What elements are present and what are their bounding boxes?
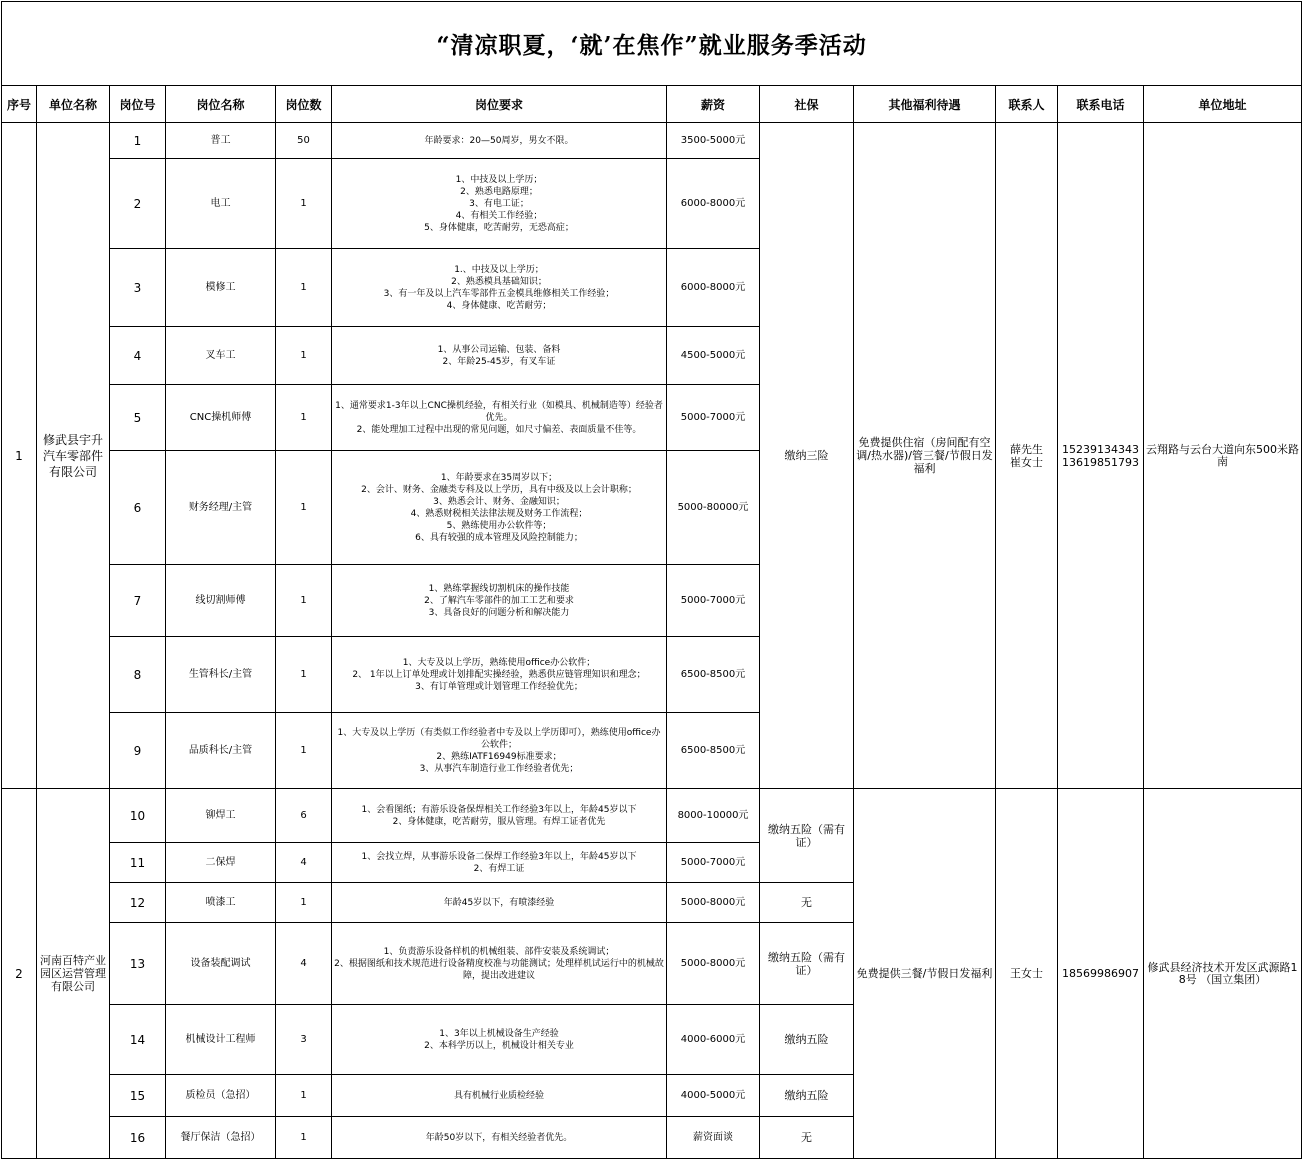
post-no: 15 xyxy=(110,1075,166,1117)
post-no: 13 xyxy=(110,923,166,1005)
post-requirements: 1.、中技及以上学历； 2、熟悉模具基础知识； 3、有一年及以上汽车零部件五金模具维修相关工作经验； 4、身体健康、吃苦耐劳； xyxy=(332,249,667,327)
post-requirements: 1、中技及以上学历； 2、熟悉电路原理； 3、有电工证； 4、有相关工作经验； 5、身体健康，吃苦耐劳，无恐高症； xyxy=(332,159,667,249)
post-salary: 6000-8000元 xyxy=(667,249,760,327)
post-no: 10 xyxy=(110,789,166,843)
post-no: 1 xyxy=(110,123,166,159)
post-requirements: 1、负责游乐设备样机的机械组装、部件安装及系统调试； 2、根据图纸和技术规范进行设备精度校准与功能测试；处理样机试运行中的机械故障，提出改进建议 xyxy=(332,923,667,1005)
post-salary: 5000-8000元 xyxy=(667,883,760,923)
company-insurance: 缴纳三险 xyxy=(760,123,854,789)
header-post-no: 岗位号 xyxy=(110,86,166,123)
post-name: 设备装配调试 xyxy=(166,923,276,1005)
post-name: 电工 xyxy=(166,159,276,249)
header-phone: 联系电话 xyxy=(1058,86,1144,123)
post-name: 线切割师傅 xyxy=(166,565,276,637)
header-seq: 序号 xyxy=(2,86,37,123)
post-requirements: 年龄45岁以下，有喷漆经验 xyxy=(332,883,667,923)
post-name: 机械设计工程师 xyxy=(166,1005,276,1075)
company-phone: 18569986907 xyxy=(1058,789,1144,1159)
post-name: 普工 xyxy=(166,123,276,159)
post-salary: 5000-7000元 xyxy=(667,385,760,451)
post-name: 品质科长/主管 xyxy=(166,713,276,789)
table-row xyxy=(2,123,1302,159)
post-insurance: 缴纳五险 xyxy=(760,1005,854,1075)
post-requirements: 1、会找立焊，从事游乐设备二保焊工作经验3年以上，年龄45岁以下 2、有焊工证 xyxy=(332,843,667,883)
post-salary: 3500-5000元 xyxy=(667,123,760,159)
post-name: 二保焊 xyxy=(166,843,276,883)
post-no: 4 xyxy=(110,327,166,385)
post-count: 4 xyxy=(276,923,332,1005)
post-salary: 5000-80000元 xyxy=(667,451,760,565)
company-seq: 2 xyxy=(2,789,37,1159)
post-insurance: 缴纳五险（需有证） xyxy=(760,923,854,1005)
post-no: 14 xyxy=(110,1005,166,1075)
post-name: 叉车工 xyxy=(166,327,276,385)
post-salary: 5000-8000元 xyxy=(667,923,760,1005)
header-company: 单位名称 xyxy=(37,86,110,123)
company-seq: 1 xyxy=(2,123,37,789)
post-name: 质检员（急招） xyxy=(166,1075,276,1117)
post-no: 2 xyxy=(110,159,166,249)
post-salary: 5000-7000元 xyxy=(667,565,760,637)
company-address: 云翔路与云台大道向东500米路南 xyxy=(1144,123,1302,789)
job-table xyxy=(1,1,1302,1159)
company-contact: 王女士 xyxy=(996,789,1058,1159)
post-insurance: 无 xyxy=(760,1117,854,1159)
post-count: 1 xyxy=(276,451,332,565)
post-count: 1 xyxy=(276,637,332,713)
post-name: 餐厅保洁（急招） xyxy=(166,1117,276,1159)
post-insurance: 缴纳五险（需有证） xyxy=(760,789,854,883)
post-requirements: 年龄50岁以下，有相关经验者优先。 xyxy=(332,1117,667,1159)
post-name: 铆焊工 xyxy=(166,789,276,843)
post-salary: 6500-8500元 xyxy=(667,637,760,713)
post-name: 生管科长/主管 xyxy=(166,637,276,713)
header-requirements: 岗位要求 xyxy=(332,86,667,123)
header-post-count: 岗位数 xyxy=(276,86,332,123)
table-row xyxy=(2,789,1302,843)
post-no: 5 xyxy=(110,385,166,451)
post-salary: 8000-10000元 xyxy=(667,789,760,843)
header-post-name: 岗位名称 xyxy=(166,86,276,123)
header-benefits: 其他福利待遇 xyxy=(854,86,996,123)
post-no: 9 xyxy=(110,713,166,789)
post-requirements: 1、大专及以上学历，熟练使用office办公软件； 2、 1年以上订单处理或计划排配实操经验，熟悉供应链管理知识和理念； 3、有订单管理或计划管理工作经验优先； xyxy=(332,637,667,713)
post-no: 11 xyxy=(110,843,166,883)
post-insurance: 无 xyxy=(760,883,854,923)
company-contact: 薛先生 崔女士 xyxy=(996,123,1058,789)
post-no: 3 xyxy=(110,249,166,327)
post-count: 1 xyxy=(276,565,332,637)
post-requirements: 年龄要求：20—50周岁，男女不限。 xyxy=(332,123,667,159)
post-no: 16 xyxy=(110,1117,166,1159)
post-salary: 6000-8000元 xyxy=(667,159,760,249)
post-requirements: 1、通常要求1-3年以上CNC操机经验，有相关行业（如模具、机械制造等）经验者优先。 2、能处理加工过程中出现的常见问题，如尺寸偏差、表面质量不佳等。 xyxy=(332,385,667,451)
post-count: 1 xyxy=(276,1117,332,1159)
post-no: 8 xyxy=(110,637,166,713)
post-requirements: 1、3年以上机械设备生产经验 2、本科学历以上，机械设计相关专业 xyxy=(332,1005,667,1075)
post-name: 喷漆工 xyxy=(166,883,276,923)
page-title: “清凉职夏，‘就’在焦作”就业服务季活动 xyxy=(2,2,1302,86)
post-count: 1 xyxy=(276,327,332,385)
post-requirements: 1、年龄要求在35周岁以下； 2、会计、财务、金融类专科及以上学历，具有中级及以上会计职称； 3、熟悉会计、财务、金融知识； 4、熟悉财税相关法律法规及财务工作流程； 5、熟练使用办公软件等； 6、具有较强的成本管理及风险控制能力； xyxy=(332,451,667,565)
table-header xyxy=(2,86,1302,123)
company-address: 修武县经济技术开发区武源路18号 （国立集团） xyxy=(1144,789,1302,1159)
header-salary: 薪资 xyxy=(667,86,760,123)
post-salary: 4000-5000元 xyxy=(667,1075,760,1117)
post-salary: 5000-7000元 xyxy=(667,843,760,883)
post-name: CNC操机师傅 xyxy=(166,385,276,451)
post-salary: 6500-8500元 xyxy=(667,713,760,789)
header-address: 单位地址 xyxy=(1144,86,1302,123)
post-insurance: 缴纳五险 xyxy=(760,1075,854,1117)
post-no: 6 xyxy=(110,451,166,565)
post-requirements: 1、熟练掌握线切割机床的操作技能 2、了解汽车零部件的加工工艺和要求 3、具备良好的问题分析和解决能力 xyxy=(332,565,667,637)
company-name: 河南百特产业园区运营管理有限公司 xyxy=(37,789,110,1159)
post-name: 财务经理/主管 xyxy=(166,451,276,565)
post-requirements: 1、从事公司运输、包装、备料 2、年龄25-45岁，有叉车证 xyxy=(332,327,667,385)
post-count: 1 xyxy=(276,385,332,451)
post-name: 模修工 xyxy=(166,249,276,327)
post-count: 1 xyxy=(276,159,332,249)
post-requirements: 1、会看图纸；有游乐设备保焊相关工作经验3年以上，年龄45岁以下 2、身体健康，吃苦耐劳，服从管理。有焊工证者优先 xyxy=(332,789,667,843)
post-no: 12 xyxy=(110,883,166,923)
header-insurance: 社保 xyxy=(760,86,854,123)
company-name: 修武县宇升汽车零部件有限公司 xyxy=(37,123,110,789)
post-count: 4 xyxy=(276,843,332,883)
post-count: 1 xyxy=(276,883,332,923)
post-requirements: 具有机械行业质检经验 xyxy=(332,1075,667,1117)
post-salary: 4000-6000元 xyxy=(667,1005,760,1075)
post-salary: 薪资面谈 xyxy=(667,1117,760,1159)
post-count: 1 xyxy=(276,1075,332,1117)
header-contact: 联系人 xyxy=(996,86,1058,123)
post-count: 3 xyxy=(276,1005,332,1075)
company-phone: 15239134343 13619851793 xyxy=(1058,123,1144,789)
post-count: 6 xyxy=(276,789,332,843)
post-count: 50 xyxy=(276,123,332,159)
post-no: 7 xyxy=(110,565,166,637)
post-count: 1 xyxy=(276,249,332,327)
post-count: 1 xyxy=(276,713,332,789)
post-salary: 4500-5000元 xyxy=(667,327,760,385)
company-benefits: 免费提供住宿（房间配有空调/热水器)/管三餐/节假日发福利 xyxy=(854,123,996,789)
company-benefits: 免费提供三餐/节假日发福利 xyxy=(854,789,996,1159)
post-requirements: 1、大专及以上学历（有类似工作经验者中专及以上学历即可），熟练使用office办公软件； 2、熟练IATF16949标准要求； 3、从事汽车制造行业工作经验者优先； xyxy=(332,713,667,789)
